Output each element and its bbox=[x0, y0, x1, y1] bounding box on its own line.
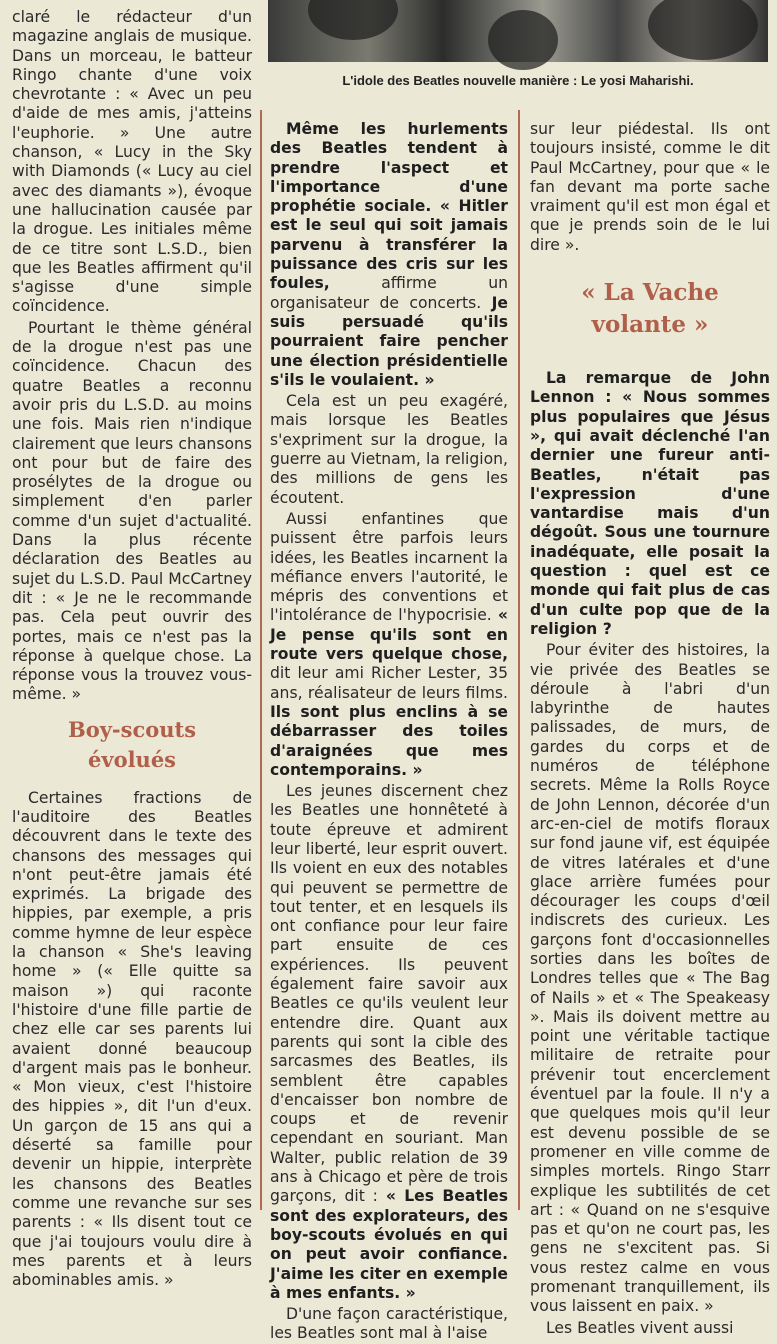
col2-p1-bold: Même les hurlements des Beatles tendent à prendre l'aspect et l'importance d'une prophétie sociale. « Hitler est le seul qui soit jamais parvenu à transférer la puissance des cris sur les foules, bbox=[270, 120, 508, 293]
column-rule-2 bbox=[518, 110, 520, 1210]
col2-p3-normal-2: dit leur ami Richer Lester, 35 ans, réalisateur de leurs films. bbox=[270, 664, 508, 702]
column-3 bbox=[530, 120, 770, 1337]
photo-caption: L'idole des Beatles nouvelle manière : Le yosi Maharishi. bbox=[342, 73, 694, 88]
col2-paragraph-5: D'une façon caractéristique, les Beatles sont mal à l'aise bbox=[270, 1305, 508, 1343]
col2-p3-normal: Aussi enfantines que puissent être parfois leurs idées, les Beatles incarnent la méfiance envers l'autorité, le mépris des conventions et l'intolérance de l'hypocrisie. bbox=[270, 509, 508, 625]
photo-maharishi bbox=[268, 0, 768, 62]
col2-p4-normal: Les jeunes discernent chez les Beatles une honnêteté à toute épreuve et admirent leur liberté, leur esprit ouvert. Ils voient en eux des notables qui peuvent se permettre de tout tenter, et en lesquels ils ont confiance pour leur faire part ensuite de ces expériences. Ils peuvent également faire savoir aux Beatles ce qu'ils veulent leur entendre dire. Quant aux parents qui sont la cible des sarcasmes des Beatles, ils semblent être capables d'encaisser bon nombre de coups et de revenir cependant en souriant. Man Walter, public relation de 39 ans à Chicago et père de trois garçons, dit : bbox=[270, 782, 508, 1206]
col3-paragraph-4: Les Beatles vivent aussi bbox=[546, 1318, 734, 1337]
col3-paragraph-2: La remarque de John Lennon : « Nous sommes plus populaires que Jésus », qui avait déclenché l'an dernier une fureur anti-Beatles, n'était pas l'expression d'une vantardise mais d'un dégoût. Sous une tournure inadéquate, elle posait la question : quel est ce monde qui fait plus de cas d'un culte pop que de la religion ? bbox=[530, 369, 770, 638]
col3-paragraph-1: sur leur piédestal. Ils ont toujours insisté, comme le dit Paul McCartney, pour que « le fan devant ma porte sache vraiment qu'il est mon égal et que je prends soin de le lui dire ». bbox=[530, 120, 770, 254]
col2-p4-bold: « Les Beatles sont des explorateurs, des boy-scouts évolués en qui on peut avoir confiance. J'aime les citer en exemple à mes enfants. » bbox=[270, 1187, 508, 1302]
heading-boy-scouts-line-2: évolués bbox=[88, 746, 176, 772]
col2-p1-normal: affirme un organisateur de concerts. bbox=[270, 274, 508, 312]
column-rule-1 bbox=[260, 110, 262, 1210]
column-2 bbox=[270, 120, 508, 1343]
col3-paragraph-3: Pour éviter des histoires, la vie privée des Beatles se déroule à l'abri d'un labyrinthe de hautes palissades, de murs, de gardes du corps et de numéros de téléphone secrets. Même la Rolls Royce de John Lennon, décorée d'un arc-en-ciel de motifs floraux sur fond jaune vif, est équipée de vitres latérales et d'une glace arrière fumées pour décourager les coups d'œil indiscrets des curieux. Les garçons font d'occasionnelles sorties dans les boîtes de Londres telles que « The Bag of Nails » et « The Speakeasy ». Mais ils doivent mettre au point une véritable tactique militaire de retraite pour prévenir tout encerclement éventuel par la foule. Il n'y a que quelques mois qu'il leur est devenu possible de se promener en ville comme de simples mortels. Ringo Starr explique les subtilités de cet art : « Quand on ne s'esquive pas et qu'on ne court pas, les gens ne s'excitent pas. Si vous restez calme en vous promenant tranquillement, ils vous laissent en paix. » bbox=[530, 641, 770, 1316]
heading-vache-line-2: volante » bbox=[591, 311, 709, 339]
heading-boy-scouts-line-1: Boy-scouts bbox=[67, 716, 197, 742]
col2-paragraph-2: Cela est un peu exagéré, mais lorsque les Beatles s'expriment sur la drogue, la guerre au Vietnam, la religion, des millions de gens les écoutent. bbox=[270, 392, 508, 507]
col1-paragraph-3: Certaines fractions de l'auditoire des Beatles découvrent dans le texte des chansons des messages qui n'ont peut-être jamais été exprimés. La brigade des hippies, par exemple, a pris comme hymne de leur espèce la chanson « She's leaving home » (« Elle quitte sa maison ») qui raconte l'histoire d'une fille partie de chez elle car ses parents lui avaient donné beaucoup d'argent mais pas le bonheur. « Mon vieux, c'est l'histoire des hippies », dit l'un d'eux. Un garçon de 15 ans qui a déserté sa famille pour devenir un hippie, interprète les chansons des Beatles comme une revanche sur ses parents : « Ils disent tout ce que j'ai toujours voulu dire à mes parents et à leurs abominables amis. » bbox=[12, 788, 252, 1290]
col2-paragraph-3 bbox=[270, 510, 508, 780]
heading-vache-line-1: « La Vache bbox=[581, 279, 719, 307]
col2-p3-bold: « Je pense qu'ils sont en route vers quelque chose, bbox=[270, 606, 508, 664]
col1-paragraph-1: claré le rédacteur d'un magazine anglais de musique. Dans un morceau, le batteur Ringo chante d'une voix chevrotante : « Avec un peu d'aide de mes amis, j'atteins l'euphorie. » Une autre chanson, « Lucy in the Sky with Diamonds (« Lucy au ciel avec des diamants »), évoque une hallucination causée par la drogue. Les initiales même de ce titre sont L.S.D., bien que les Beatles affirment qu'il s'agisse d'une simple coïncidence. bbox=[12, 8, 252, 316]
column-1 bbox=[12, 8, 252, 1290]
heading-vache-volante bbox=[530, 277, 770, 341]
col2-paragraph-4 bbox=[270, 782, 508, 1303]
col2-p1-bold-2: Je suis persuadé qu'ils pourraient faire pencher une élection présidentielle s'ils le voulaient. » bbox=[270, 293, 508, 389]
col2-p3-bold-2: Ils sont plus enclins à se débarrasser des toiles d'araignées que mes contemporains. » bbox=[270, 702, 508, 779]
col1-paragraph-2: Pourtant le thème général de la drogue n'est pas une coïncidence. Chacun des quatre Beatles a reconnu avoir pris du L.S.D. au moins une fois. Mais rien n'indique clairement que leurs chansons ont pour but de faire des prosélytes de la drogue ou simplement d'en parler comme d'un sujet d'actualité. Dans la plus récente déclaration des Beatles au sujet du L.S.D. Paul McCartney dit : « Je ne le recommande pas. Cela peut ouvrir des portes, mais ce n'est pas la réponse à quelque chose. La réponse vous la trouvez vous-même. » bbox=[12, 318, 252, 704]
heading-boy-scouts bbox=[12, 715, 252, 775]
col2-paragraph-1 bbox=[270, 120, 508, 390]
